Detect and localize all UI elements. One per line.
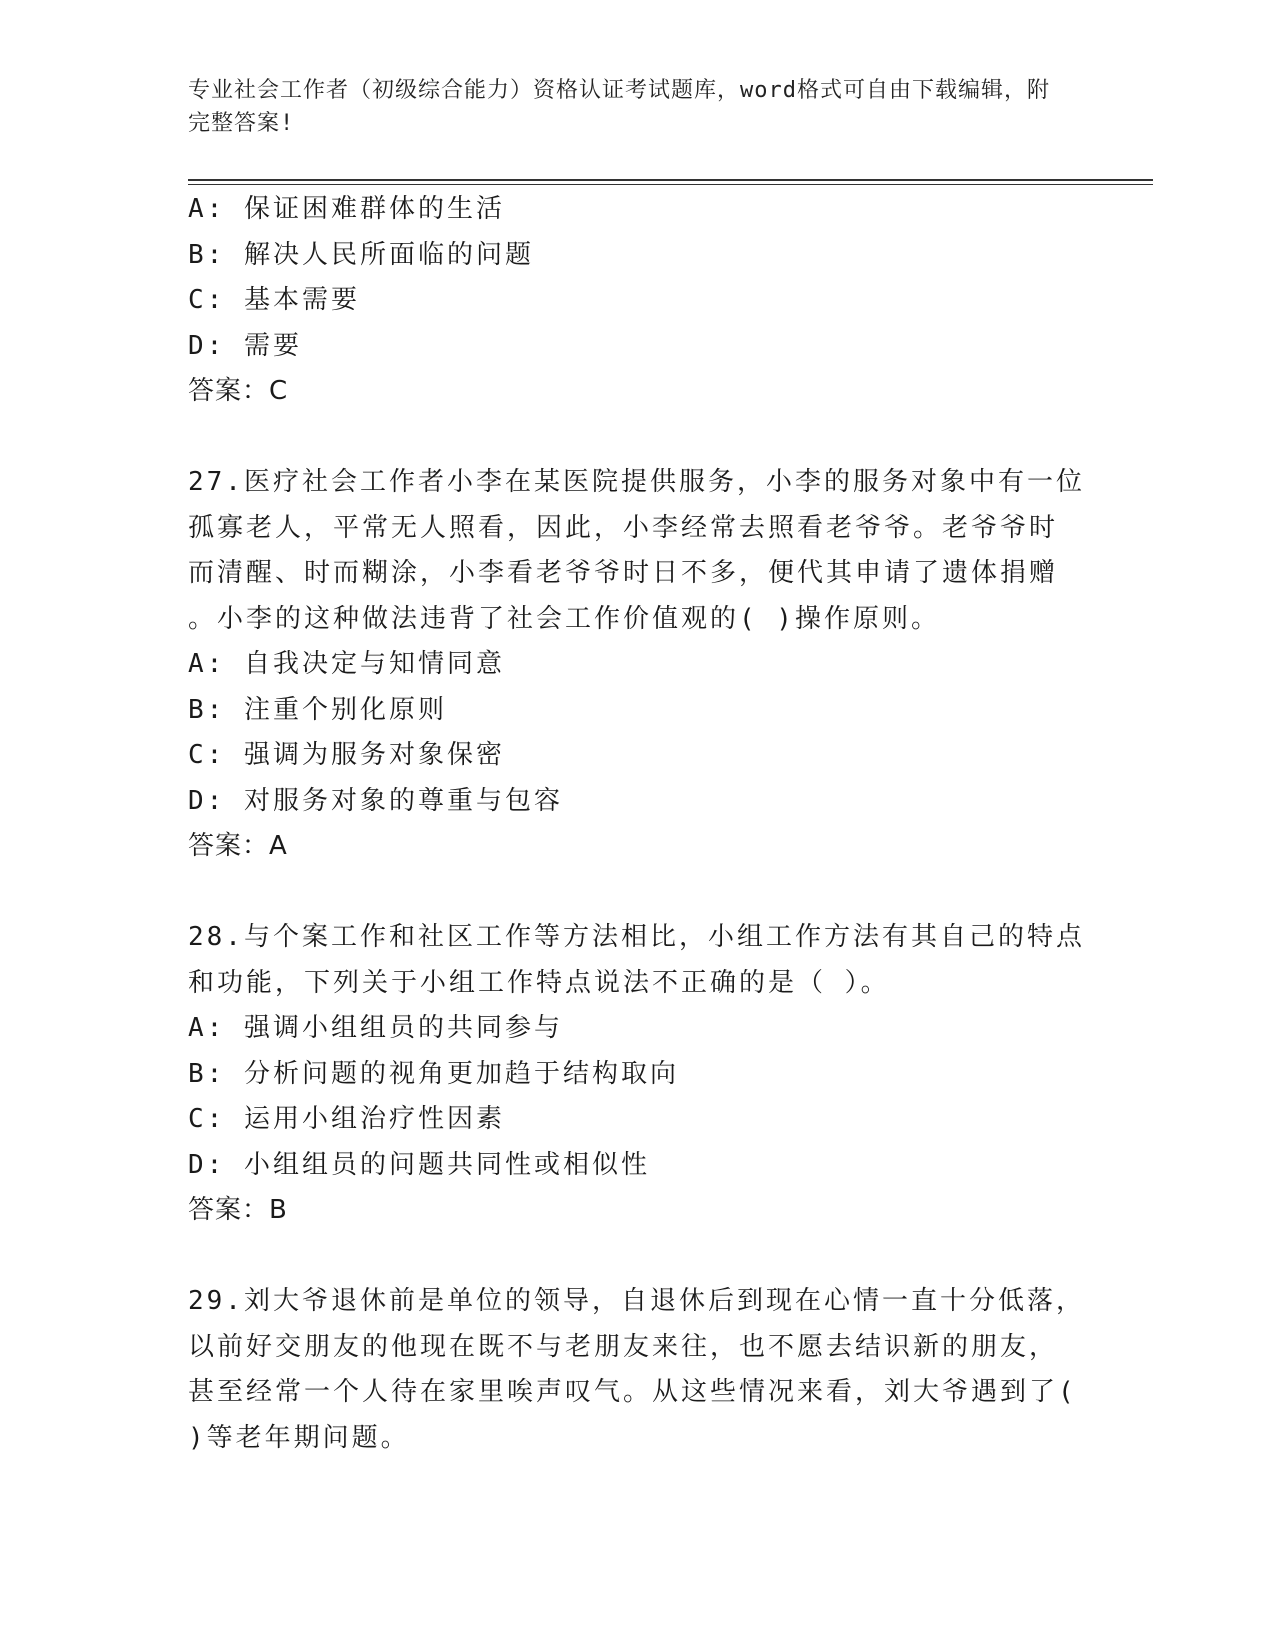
question-text: 。小李的这种做法违背了社会工作价值观的( )操作原则。 bbox=[188, 603, 940, 634]
question-text: 和功能，下列关于小组工作特点说法不正确的是（ ）。 bbox=[188, 967, 890, 998]
answer-option: B: 分析问题的视角更加趋于结构取向 bbox=[188, 1058, 679, 1089]
question-text: 而清醒、时而糊涂，小李看老爷爷时日不多，便代其申请了遗体捐赠 bbox=[188, 558, 1059, 588]
answer-key: 答案：C bbox=[188, 376, 289, 406]
answer-option: D: 对服务对象的尊重与包容 bbox=[188, 785, 563, 816]
question-list bbox=[188, 187, 1088, 1461]
answer-key: 答案：B bbox=[188, 1195, 288, 1225]
question-text: 甚至经常一个人待在家里唉声叹气。从这些情况来看，刘大爷遇到了( bbox=[188, 1377, 1077, 1407]
answer-option: A: 强调小组组员的共同参与 bbox=[188, 1013, 563, 1043]
question-text: 28.与个案工作和社区工作等方法相比，小组工作方法有其自己的特点 bbox=[188, 922, 1085, 952]
question-text: 29.刘大爷退休前是单位的领导，自退休后到现在心情一直十分低落， bbox=[188, 1286, 1085, 1316]
header-divider bbox=[188, 179, 1153, 181]
spacer bbox=[188, 1234, 1088, 1280]
answer-option: C: 基本需要 bbox=[188, 285, 360, 315]
header-divider-thin bbox=[188, 184, 1153, 185]
answer-option: B: 注重个别化原则 bbox=[188, 694, 447, 725]
answer-option: C: 运用小组治疗性因素 bbox=[188, 1104, 505, 1134]
spacer bbox=[188, 415, 1088, 461]
question-text: 孤寡老人，平常无人照看，因此，小李经常去照看老爷爷。老爷爷时 bbox=[188, 512, 1059, 543]
answer-option: D: 小组组员的问题共同性或相似性 bbox=[188, 1149, 650, 1180]
answer-key: 答案：A bbox=[188, 831, 288, 861]
question-text: 27.医疗社会工作者小李在某医院提供服务，小李的服务对象中有一位 bbox=[188, 467, 1085, 497]
page-header: 专业社会工作者（初级综合能力）资格认证考试题库，word格式可自由下载编辑，附完整答案! bbox=[188, 78, 1050, 136]
answer-option: D: 需要 bbox=[188, 330, 302, 361]
answer-option: C: 强调为服务对象保密 bbox=[188, 740, 505, 770]
answer-option: B: 解决人民所面临的问题 bbox=[188, 239, 534, 270]
answer-option: A: 保证困难群体的生活 bbox=[188, 194, 505, 224]
question-text: 以前好交朋友的他现在既不与老朋友来往，也不愿去结识新的朋友， bbox=[188, 1331, 1059, 1362]
question-text: )等老年期问题。 bbox=[188, 1422, 410, 1453]
spacer bbox=[188, 870, 1088, 916]
answer-option: A: 自我决定与知情同意 bbox=[188, 649, 505, 679]
